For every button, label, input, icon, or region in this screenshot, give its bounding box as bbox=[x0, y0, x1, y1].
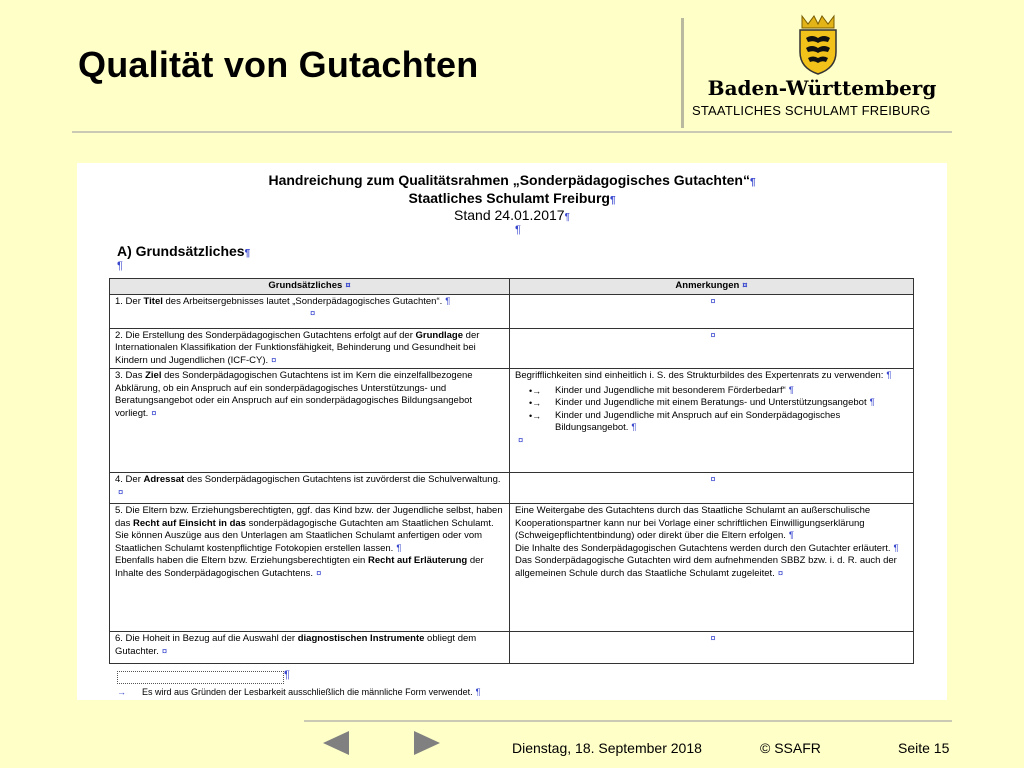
list-item: •→ Kinder und Jugendliche mit einem Beratungs- und Unterstützungsangebot ¶ bbox=[523, 397, 908, 410]
column-header-right: Anmerkungen ¤ bbox=[510, 279, 914, 295]
table-cell: 4. Der Adressat des Sonderpädagogischen Gutachtens ist zuvörderst die Schulverwaltung.¤ bbox=[110, 473, 510, 504]
table-header-row bbox=[110, 279, 914, 295]
header-divider bbox=[681, 18, 684, 128]
table-row bbox=[110, 504, 914, 632]
table-cell: 3. Das Ziel des Sonderpädagogischen Gutachtens ist im Kern die einzelfallbezogene Abklärung, ob ein Anspruch auf ein sonderpädagogisches Unterstützungs- und Beratungsangebot oder ein Anspruch auf ein sonderpädagogisches Bildungsangebot vorliegt. ¤ bbox=[110, 369, 510, 473]
doc-heading-1: Handreichung zum Qualitätsrahmen „Sonderpädagogisches Gutachten“¶ bbox=[268, 172, 756, 188]
list-item: •→ Kinder und Jugendliche mit besonderem Förderbedarf“ ¶ bbox=[523, 385, 908, 398]
footnote: → Es wird aus Gründen der Lesbarkeit ausschließlich die männliche Form verwendet. ¶ bbox=[117, 687, 481, 697]
section-heading: A) Grundsätzliches¶ bbox=[117, 243, 251, 259]
table-row bbox=[110, 369, 914, 473]
table-row bbox=[110, 294, 914, 328]
arrow-icon: → bbox=[117, 687, 126, 697]
doc-heading-3: Stand 24.01.2017¶ bbox=[454, 207, 570, 223]
table-row bbox=[110, 473, 914, 504]
table-row bbox=[110, 328, 914, 369]
pilcrow: ¶ bbox=[515, 224, 521, 236]
table-cell: ¤ bbox=[510, 328, 914, 369]
footer-page-number: Seite 15 bbox=[898, 740, 950, 756]
table-cell: Eine Weitergabe des Gutachtens durch das Staatliche Schulamt an außerschulische Kooperationspartner kann nur bei Vorlage einer schriftlichen Einwilligungserklärung (Schweigepflichtentbindung) oder direkt über die Eltern erfolgen. ¶ Die Inhalte des Sonderpädagogischen Gutachtens werden durch den Gutachter erläutert. ¶ Das Sonderpädagogische Gutachten wird dem aufnehmenden SBBZ bzw. i. d. R. auch der allgemeinen Schule durch das Staatliche Schulamt zugeleitet. ¤ bbox=[510, 504, 914, 632]
pilcrow: ¶ bbox=[284, 669, 290, 681]
header-rule bbox=[72, 131, 952, 133]
table-cell: ¤ bbox=[510, 632, 914, 664]
table-cell: Begrifflichkeiten sind einheitlich i. S. des Strukturbildes des Expertenrats zu verwenden: ¶ •→ Kinder und Jugendliche mit besonderem Förderbedarf“ ¶ •→ Kinder und Jugendliche mit einem Beratungs- und Unterstützungsangebot ¶ •→ Kinder und Jugendliche mit Anspruch auf ein Sonderpädagogisches Bildungsangebot. ¶ ¤ bbox=[510, 369, 914, 473]
slide-title: Qualität von Gutachten bbox=[78, 44, 479, 85]
table-cell: 1. Der Titel des Arbeitsergebnisses lautet „Sonderpädagogisches Gutachten“. ¶ ¤ bbox=[110, 294, 510, 328]
table-row bbox=[110, 632, 914, 664]
footnote-separator bbox=[117, 671, 284, 684]
arrow-right-icon[interactable] bbox=[414, 731, 440, 755]
table-cell: 2. Die Erstellung des Sonderpädagogischen Gutachtens erfolgt auf der Grundlage der Internationalen Klassifikation der Funktionsfähigkeit, Behinderung und Gesundheit bei Kindern und Jugendlichen (ICF-CY). ¤ bbox=[110, 328, 510, 369]
table-cell: 5. Die Eltern bzw. Erziehungsberechtigten, ggf. das Kind bzw. der Jugendliche selbst, haben das Recht auf Einsicht in das sonderpädagogische Gutachten am Staatlichen Schulamt. Sie können Auszüge aus den Unterlagen am Staatlichen Schulamt anfertigen oder vom Staatlichen Schulamt kostenpflichtige Fotokopien erstellen lassen. ¶ Ebenfalls haben die Eltern bzw. Erziehungsberechtigten ein Recht auf Erläuterung der Inhalte des Sonderpädagogischen Gutachtens. ¤ bbox=[110, 504, 510, 632]
table-cell: ¤ bbox=[510, 473, 914, 504]
list-item: •→ Kinder und Jugendliche mit Anspruch auf ein Sonderpädagogisches Bildungsangebot. ¶ bbox=[523, 410, 908, 435]
coat-of-arms-icon bbox=[794, 12, 842, 76]
arrow-left-icon[interactable] bbox=[323, 731, 349, 755]
table-cell: ¤ bbox=[510, 294, 914, 328]
brand-subtitle: STAATLICHES SCHULAMT FREIBURG bbox=[692, 103, 931, 118]
brand-name: Baden-Württemberg bbox=[707, 76, 937, 100]
footer-rule bbox=[304, 720, 952, 722]
guidelines-table bbox=[109, 278, 914, 664]
pilcrow: ¶ bbox=[117, 260, 123, 272]
doc-heading-2: Staatliches Schulamt Freiburg¶ bbox=[408, 190, 616, 206]
footer-copyright: © SSAFR bbox=[760, 740, 821, 756]
table-cell: 6. Die Hoheit in Bezug auf die Auswahl der diagnostischen Instrumente obliegt dem Gutachter. ¤ bbox=[110, 632, 510, 664]
column-header-left: Grundsätzliches ¤ bbox=[110, 279, 510, 295]
document-image bbox=[77, 163, 947, 700]
footer-date: Dienstag, 18. September 2018 bbox=[512, 740, 702, 756]
